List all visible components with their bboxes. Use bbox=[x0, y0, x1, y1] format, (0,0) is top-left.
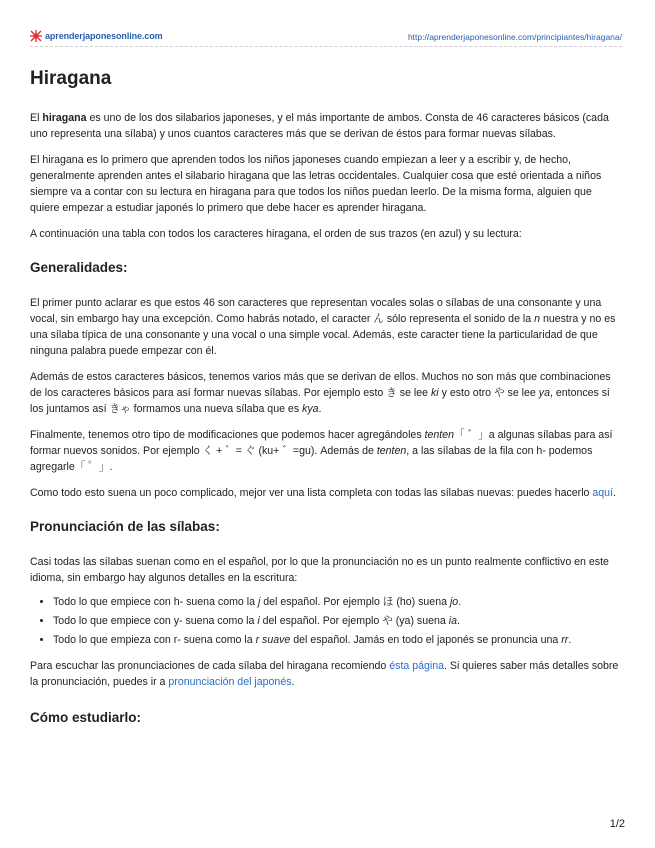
intro-paragraph-1: El hiragana es uno de los dos silabarios japoneses, y el más importante de ambos. Consta de 46 caracteres básicos (cada uno representa una sílaba) y unos cuantos caracteres más que se derivan de éstos para formar nuevas sílabas. bbox=[30, 112, 609, 140]
pronunciacion-paragraph-2: Para escuchar las pronunciaciones de cada sílaba del hiragana recomiendo ésta página. Si quieres saber más detalles sobre la pronunciación, puedes ir a pronunciación del japonés. bbox=[30, 660, 619, 688]
header-divider bbox=[30, 46, 622, 47]
article bbox=[30, 68, 622, 725]
section-heading-generalidades: Generalidades: bbox=[30, 260, 128, 275]
generalidades-paragraph-1: El primer punto aclarar es que estos 46 son caracteres que representan vocales solas o sílabas de una consonante y una vocal, sin embargo hay una excepción. Como habrás notado, el caracter ん sólo representa el sonido de la n nuestra y no es una sílaba típica de una consonante y una vocal o una simple vocal. Además, este caracter tiene la particularidad de que ninguna palabra puede empezar con él. bbox=[30, 297, 616, 357]
list-item: • Todo lo que empieza con r- suena como la r suave del español. Jamás en todo el japonés se pronuncia una rr. bbox=[53, 632, 622, 648]
page-number: 1/2 bbox=[609, 818, 625, 830]
intro-paragraph-2: El hiragana es lo primero que aprenden todos los niños japoneses cuando empiezan a leer y a escribir y, de hecho, generalmente aprenden antes el silabario hiragana que las letras occidentales. Cualquier cosa que esté orientada a niños siempre va a contar con su lectura en hiragana para que todos los niños puedan leerlo. De la misma forma, alguien que quiere empezar a estudiar japonés lo primero que debe hacer es aprender hiragana. bbox=[30, 154, 602, 214]
page-url[interactable]: http://aprenderjaponesonline.com/principiantes/hiragana/ bbox=[407, 32, 622, 42]
list-item: • Todo lo que empiece con h- suena como la j del español. Por ejemplo ほ (ho) suena jo. bbox=[53, 594, 622, 610]
section-heading-pronunciacion: Pronunciación de las sílabas: bbox=[30, 519, 220, 534]
pronunciacion-link[interactable]: pronunciación del japonés bbox=[168, 676, 292, 688]
page-title: Hiragana bbox=[30, 68, 112, 89]
list-item: • Todo lo que empiece con y- suena como la i del español. Por ejemplo や (ya) suena ia. bbox=[53, 613, 622, 629]
rising-sun-logo-icon bbox=[30, 30, 42, 42]
pronunciacion-list bbox=[30, 594, 622, 648]
generalidades-paragraph-3: Finalmente, tenemos otro tipo de modificaciones que podemos hacer agregándoles tenten「 ゛」a algunas sílabas para así formar nuevos sonidos. Por ejemplo く + ゛= ぐ (ku+ ゛=gu). Además de tenten, a las sílabas de la fila con h- podemos agregarle「 ゜」. bbox=[30, 429, 613, 473]
section-heading-como-estudiarlo: Cómo estudiarlo: bbox=[30, 710, 142, 725]
pronunciacion-paragraph-1: Casi todas las sílabas suenan como en el español, por lo que la pronunciación no es un punto realmente conflictivo en este idioma, sin embargo hay algunos detalles en la escritura: bbox=[30, 556, 609, 584]
site-name: aprenderjaponesonline.com bbox=[45, 31, 163, 41]
intro-paragraph-3: A continuación una tabla con todos los caracteres hiragana, el orden de sus trazos (en azul) y su lectura: bbox=[30, 228, 522, 240]
generalidades-paragraph-2: Además de estos caracteres básicos, tenemos varios más que se derivan de ellos. Muchos no son más que combinaciones de los caracteres básicos para así formar nuevas sílabas. Por ejemplo esto き se lee ki y esto otro や se lee ya, entonces si los juntamos así きゃ formamos una nueva sílaba que es kya. bbox=[30, 371, 611, 415]
generalidades-paragraph-4: Como todo esto suena un poco complicado, mejor ver una lista completa con todas las sílabas nuevas: puedes hacerlo aquí. bbox=[30, 487, 616, 499]
aqui-link[interactable]: aquí bbox=[592, 487, 614, 499]
site-brand[interactable] bbox=[30, 30, 163, 42]
esta-pagina-link[interactable]: ésta página bbox=[389, 660, 445, 672]
